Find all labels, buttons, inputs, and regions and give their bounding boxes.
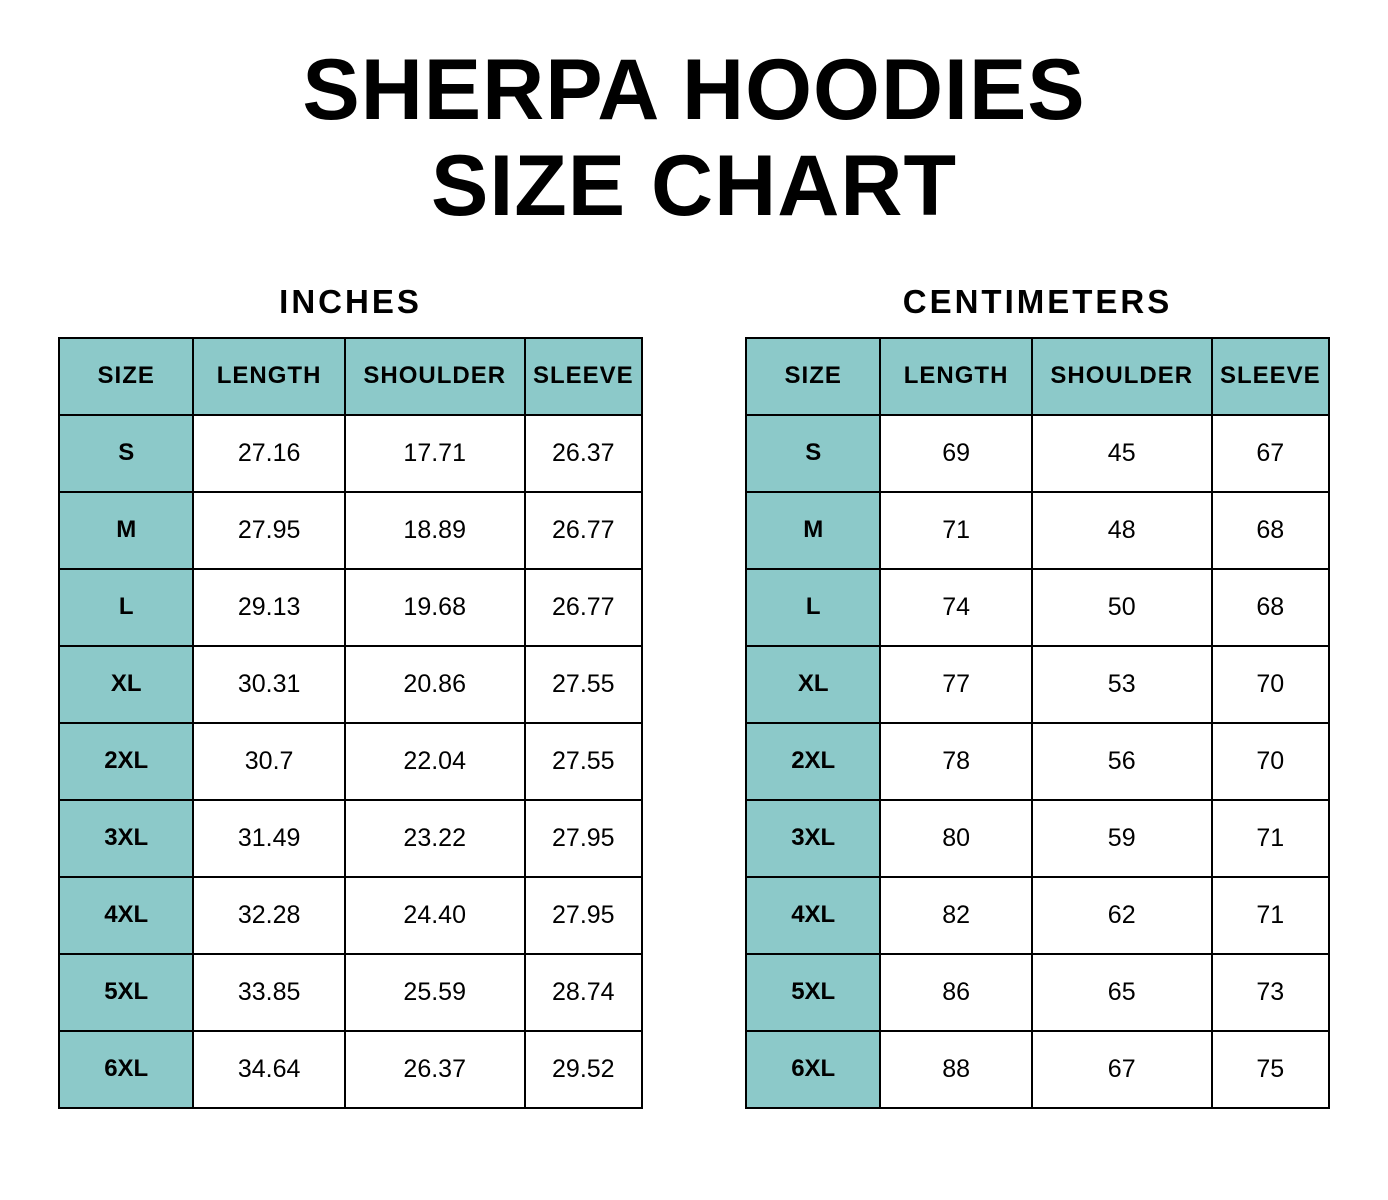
cell-length: 74	[880, 569, 1031, 646]
cell-shoulder: 65	[1032, 954, 1212, 1031]
cell-shoulder: 25.59	[345, 954, 525, 1031]
cell-length: 86	[880, 954, 1031, 1031]
centimeters-table-caption: CENTIMETERS	[902, 282, 1173, 320]
cell-size: 3XL	[59, 800, 193, 877]
table-row	[746, 723, 1329, 800]
cell-size: 2XL	[746, 723, 880, 800]
table-row	[59, 723, 642, 800]
cell-shoulder: 24.40	[345, 877, 525, 954]
cell-shoulder: 62	[1032, 877, 1212, 954]
table-row	[59, 492, 642, 569]
cell-shoulder: 45	[1032, 415, 1212, 492]
table-header-row	[59, 338, 642, 415]
cell-size: 6XL	[746, 1031, 880, 1108]
cell-size: M	[746, 492, 880, 569]
cell-length: 88	[880, 1031, 1031, 1108]
table-row	[746, 877, 1329, 954]
table-row	[746, 492, 1329, 569]
cell-sleeve: 27.95	[525, 800, 642, 877]
cell-length: 77	[880, 646, 1031, 723]
column-header-size: SIZE	[59, 338, 193, 415]
cell-length: 30.31	[193, 646, 344, 723]
cell-length: 30.7	[193, 723, 344, 800]
cell-shoulder: 48	[1032, 492, 1212, 569]
cell-sleeve: 71	[1212, 800, 1329, 877]
inches-table-caption: INCHES	[279, 282, 422, 320]
table-row	[59, 954, 642, 1031]
table-row	[746, 646, 1329, 723]
cell-shoulder: 17.71	[345, 415, 525, 492]
column-header-length: LENGTH	[880, 338, 1031, 415]
cell-sleeve: 68	[1212, 569, 1329, 646]
cell-length: 33.85	[193, 954, 344, 1031]
inches-size-table	[58, 337, 643, 1109]
cell-shoulder: 53	[1032, 646, 1212, 723]
column-header-shoulder: SHOULDER	[345, 338, 525, 415]
cell-size: L	[59, 569, 193, 646]
cell-length: 32.28	[193, 877, 344, 954]
column-header-length: LENGTH	[193, 338, 344, 415]
cell-shoulder: 26.37	[345, 1031, 525, 1108]
cell-length: 29.13	[193, 569, 344, 646]
table-row	[59, 800, 642, 877]
table-row	[59, 415, 642, 492]
cell-shoulder: 67	[1032, 1031, 1212, 1108]
tables-container	[0, 283, 1388, 1109]
cell-sleeve: 27.95	[525, 877, 642, 954]
column-header-sleeve: SLEEVE	[1212, 338, 1329, 415]
cell-length: 78	[880, 723, 1031, 800]
cell-sleeve: 73	[1212, 954, 1329, 1031]
table-row	[59, 1031, 642, 1108]
cell-sleeve: 26.37	[525, 415, 642, 492]
table-row	[746, 1031, 1329, 1108]
cell-length: 34.64	[193, 1031, 344, 1108]
cell-sleeve: 71	[1212, 877, 1329, 954]
cell-shoulder: 50	[1032, 569, 1212, 646]
cell-shoulder: 20.86	[345, 646, 525, 723]
page-title-line-1: SHERPA HOODIES	[302, 42, 1086, 138]
cell-size: 4XL	[746, 877, 880, 954]
cell-length: 82	[880, 877, 1031, 954]
cell-sleeve: 27.55	[525, 646, 642, 723]
table-row	[59, 569, 642, 646]
cell-shoulder: 19.68	[345, 569, 525, 646]
inches-table-block	[58, 283, 643, 1109]
column-header-shoulder: SHOULDER	[1032, 338, 1212, 415]
cell-size: 3XL	[746, 800, 880, 877]
cell-shoulder: 59	[1032, 800, 1212, 877]
cell-size: S	[746, 415, 880, 492]
table-row	[746, 415, 1329, 492]
cell-size: 5XL	[746, 954, 880, 1031]
cell-size: 2XL	[59, 723, 193, 800]
column-header-sleeve: SLEEVE	[525, 338, 642, 415]
cell-sleeve: 28.74	[525, 954, 642, 1031]
cell-size: L	[746, 569, 880, 646]
cell-length: 27.16	[193, 415, 344, 492]
cell-shoulder: 56	[1032, 723, 1212, 800]
cell-size: 5XL	[59, 954, 193, 1031]
cell-sleeve: 67	[1212, 415, 1329, 492]
cell-shoulder: 23.22	[345, 800, 525, 877]
cell-sleeve: 26.77	[525, 492, 642, 569]
page-title	[0, 0, 1388, 235]
table-row	[746, 569, 1329, 646]
table-header-row	[746, 338, 1329, 415]
cell-length: 80	[880, 800, 1031, 877]
cell-length: 27.95	[193, 492, 344, 569]
cell-sleeve: 26.77	[525, 569, 642, 646]
cell-sleeve: 27.55	[525, 723, 642, 800]
cell-size: S	[59, 415, 193, 492]
centimeters-table-block	[745, 283, 1330, 1109]
table-row	[746, 800, 1329, 877]
cell-size: XL	[59, 646, 193, 723]
table-row	[59, 646, 642, 723]
cell-length: 69	[880, 415, 1031, 492]
cell-sleeve: 70	[1212, 646, 1329, 723]
cell-size: M	[59, 492, 193, 569]
cell-shoulder: 22.04	[345, 723, 525, 800]
cell-size: XL	[746, 646, 880, 723]
cell-length: 71	[880, 492, 1031, 569]
cell-sleeve: 29.52	[525, 1031, 642, 1108]
cell-sleeve: 75	[1212, 1031, 1329, 1108]
cell-size: 6XL	[59, 1031, 193, 1108]
page-title-line-2: SIZE CHART	[431, 138, 957, 235]
cell-size: 4XL	[59, 877, 193, 954]
table-row	[746, 954, 1329, 1031]
table-row	[59, 877, 642, 954]
cell-sleeve: 68	[1212, 492, 1329, 569]
cell-length: 31.49	[193, 800, 344, 877]
cell-sleeve: 70	[1212, 723, 1329, 800]
centimeters-size-table	[745, 337, 1330, 1109]
cell-shoulder: 18.89	[345, 492, 525, 569]
column-header-size: SIZE	[746, 338, 880, 415]
